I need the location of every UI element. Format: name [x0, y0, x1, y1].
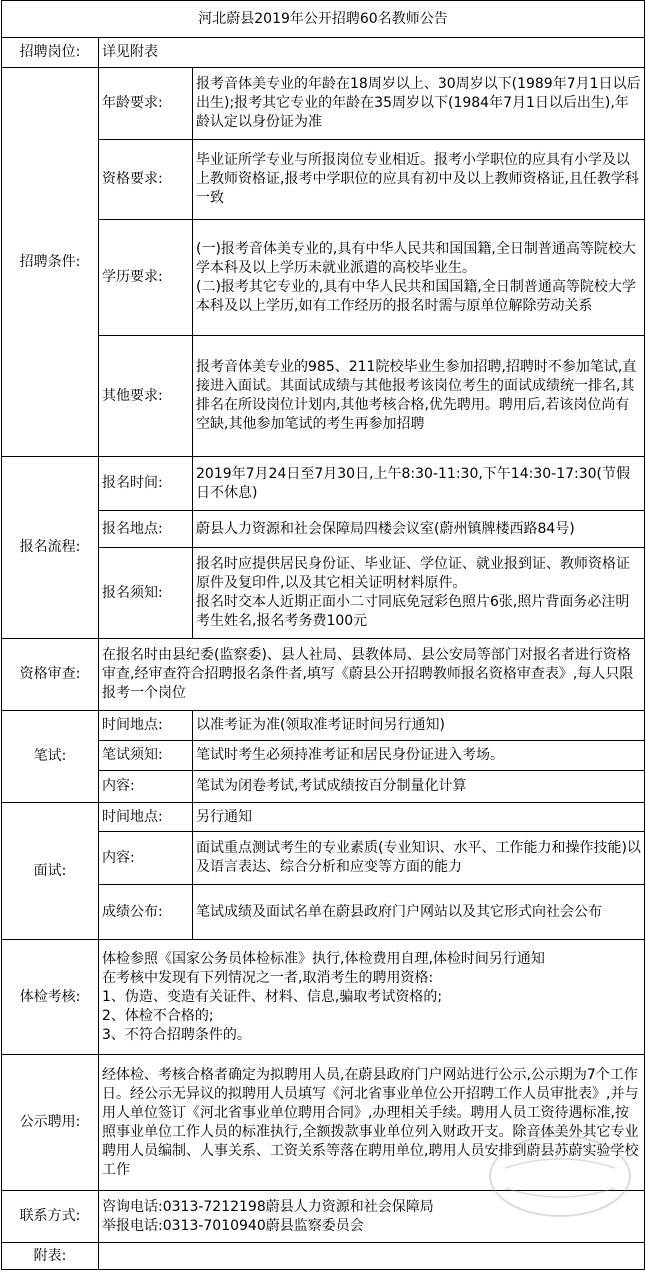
- interview-content-text: 面试重点测试考生的专业素质(专业知识、水平、工作能力和操作技能)以及语言表达、综合分析和应变等方面的能力: [193, 832, 645, 885]
- physical-text: 体检参照《国家公务员体检标准》执行,体检费用自理,体检时间另行通知 在考核中发现有下列情况之一者,取消考生的聘用资格: 1、伪造、变造有关证件、材料、信息,骗取考试资格的; 2、体检不合格的; 3、不符合招聘条件的。: [99, 940, 645, 1055]
- conditions-label: 招聘条件:: [2, 68, 99, 457]
- notice-page: [1, 0, 644, 1270]
- registration-time-text: 2019年7月24日至7月30日,上午8:30-11:30,下午14:30-17:30(节假日不休息): [193, 457, 645, 511]
- education-text: (一)报考音体美专业的,具有中华人民共和国国籍,全日制普通高等院校大学本科及以上学历未就业派遣的高校毕业生。 (二)报考其它专业的,具有中华人民共和国国籍,全日制普通高等院校大学本科及以上学历,如有工作经历的报名时需与原单位解除劳动关系: [193, 220, 645, 336]
- process-label: 报名流程:: [2, 457, 99, 639]
- age-label: 年龄要求:: [99, 68, 193, 140]
- registration-place-label: 报名地点:: [99, 511, 193, 548]
- positions-label: 招聘岗位:: [2, 38, 99, 68]
- education-label: 学历要求:: [99, 220, 193, 336]
- interview-place-label: 时间地点:: [99, 803, 193, 832]
- written-notice-text: 笔试时考生必须持准考证和居民身份证进入考场。: [193, 741, 645, 771]
- registration-time-label: 报名时间:: [99, 457, 193, 511]
- contact-text: 咨询电话:0313-7212198蔚县人力资源和社会保障局 举报电话:0313-7010940蔚县监察委员会: [99, 1191, 645, 1243]
- publicity-label: 公示聘用:: [2, 1055, 99, 1191]
- written-exam-label: 笔试:: [2, 711, 99, 803]
- contact-label: 联系方式:: [2, 1191, 99, 1243]
- publicity-text: 经体检、考核合格者确定为拟聘用人员,在蔚县政府门户网站进行公示,公示期为7个工作日。经公示无异议的拟聘用人员填写《河北省事业单位公开招聘工作人员审批表》,并与用人单位签订《河北省事业单位聘用合同》,办理相关手续。聘用人员工资待遇标准,按照事业单位工作人员的标准执行,全额拨款事业单位列入财政开支。除音体美外其它专业聘用人员编制、人事关系、工资关系等落在聘用单位,聘用人员安排到蔚县苏蔚实验学校工作: [99, 1055, 645, 1191]
- other-requirements-label: 其他要求:: [99, 336, 193, 457]
- registration-notice-text: 报名时应提供居民身份证、毕业证、学位证、就业报到证、教师资格证原件及复印件,以及其它相关证明材料原件。 报名时交本人近期正面小二寸同底免冠彩色照片6张,照片背面务必注明考生姓名,报名考务费100元: [193, 548, 645, 639]
- written-place-label: 时间地点:: [99, 711, 193, 741]
- other-requirements-text: 报考音体美专业的985、211院校毕业生参加招聘,招聘时不参加笔试,直接进入面试。其面试成绩与其他报考该岗位考生的面试成绩统一排名,其排名在所设岗位计划内,其他考核合格,优先聘用。聘用后,若该岗位尚有空缺,其他参加笔试的考生再参加招聘: [193, 336, 645, 457]
- review-text: 在报名时由县纪委(监察委)、县人社局、县教体局、县公安局等部门对报名者进行资格审查,经审查符合招聘报名条件者,填写《蔚县公开招聘教师报名资格审查表》,每人只限报考一个岗位: [99, 639, 645, 711]
- interview-place-text: 另行通知: [193, 803, 645, 832]
- score-publish-text: 笔试成绩及面试名单在蔚县政府门户网站以及其它形式向社会公布: [193, 885, 645, 940]
- page-title: 河北蔚县2019年公开招聘60名教师公告: [2, 1, 645, 38]
- positions-value: 详见附表: [99, 38, 645, 68]
- qualification-label: 资格要求:: [99, 140, 193, 220]
- age-text: 报考音体美专业的年龄在18周岁以上、30周岁以下(1989年7月1日以后出生);报考其它专业的年龄在35周岁以下(1984年7月1日以后出生),年龄认定以身份证为准: [193, 68, 645, 140]
- interview-label: 面试:: [2, 803, 99, 940]
- registration-notice-label: 报名须知:: [99, 548, 193, 639]
- written-place-text: 以准考证为准(领取准考证时间另行通知): [193, 711, 645, 741]
- score-publish-label: 成绩公布:: [99, 885, 193, 940]
- physical-label: 体检考核:: [2, 940, 99, 1055]
- qualification-text: 毕业证所学专业与所报岗位专业相近。报考小学职位的应具有小学及以上教师资格证,报考中学职位的应具有初中及以上教师资格证,且任教学科一致: [193, 140, 645, 220]
- registration-place-text: 蔚县人力资源和社会保障局四楼会议室(蔚州镇牌楼西路84号): [193, 511, 645, 548]
- interview-content-label: 内容:: [99, 832, 193, 885]
- review-label: 资格审查:: [2, 639, 99, 711]
- notice-table: [1, 0, 645, 1270]
- written-content-label: 内容:: [99, 771, 193, 803]
- attachment-value: [99, 1243, 645, 1270]
- attachment-label: 附表:: [2, 1243, 99, 1270]
- written-notice-label: 笔试须知:: [99, 741, 193, 771]
- written-content-text: 笔试为闭卷考试,考试成绩按百分制量化计算: [193, 771, 645, 803]
